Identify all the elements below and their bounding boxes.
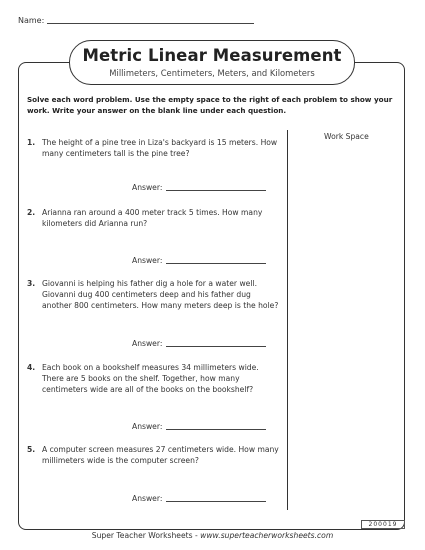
question-text: Giovanni is helping his father dig a hole for a water well. Giovanni dug 400 centimeters deep and his father dug another 800 centimeters. How many meters deep is the hole? [42, 279, 279, 310]
question-number: 1. [27, 138, 36, 147]
question-3 [27, 278, 282, 311]
question-number: 4. [27, 363, 36, 372]
worksheet-code: 200019 [361, 520, 405, 529]
question-text: Each book on a bookshelf measures 34 millimeters wide. There are 5 books on the shelf. Together, how many centimeters wide are all of the books on the bookshelf? [42, 363, 259, 394]
answer-label: Answer: [132, 183, 163, 192]
footer [0, 531, 425, 540]
page-title: Metric Linear Measurement [82, 46, 342, 65]
answer-1 [132, 183, 266, 192]
answer-blank-2[interactable] [166, 263, 266, 264]
answer-5 [132, 494, 266, 503]
name-blank[interactable] [47, 23, 254, 24]
answer-label: Answer: [132, 256, 163, 265]
name-row [18, 16, 254, 25]
question-1 [27, 137, 282, 159]
question-5 [27, 444, 282, 466]
question-4 [27, 362, 282, 395]
answer-label: Answer: [132, 339, 163, 348]
answer-blank-1[interactable] [166, 190, 266, 191]
answer-4 [132, 422, 266, 431]
footer-prefix: Super Teacher Worksheets - [91, 531, 201, 540]
question-text: The height of a pine tree in Liza's backyard is 15 meters. How many centimeters tall is the pine tree? [42, 138, 278, 158]
question-2 [27, 207, 282, 229]
answer-blank-4[interactable] [166, 429, 266, 430]
question-number: 2. [27, 208, 36, 217]
question-text: A computer screen measures 27 centimeters wide. How many millimeters wide is the computer screen? [42, 445, 279, 465]
question-number: 3. [27, 279, 36, 288]
question-number: 5. [27, 445, 36, 454]
answer-blank-5[interactable] [166, 501, 266, 502]
work-space-divider [287, 130, 288, 510]
question-text: Arianna ran around a 400 meter track 5 times. How many kilometers did Arianna run? [42, 208, 263, 228]
answer-label: Answer: [132, 494, 163, 503]
instructions: Solve each word problem. Use the empty space to the right of each problem to show your work. Write your answer on the blank line under each question. [27, 95, 393, 115]
title-box [69, 40, 355, 85]
footer-link[interactable]: www.superteacherworksheets.com [200, 531, 334, 540]
answer-blank-3[interactable] [166, 346, 266, 347]
name-label: Name: [18, 16, 45, 25]
page-subtitle: Millimeters, Centimeters, Meters, and Kilometers [109, 68, 315, 78]
work-space-label: Work Space [324, 132, 369, 141]
answer-2 [132, 256, 266, 265]
answer-3 [132, 339, 266, 348]
answer-label: Answer: [132, 422, 163, 431]
